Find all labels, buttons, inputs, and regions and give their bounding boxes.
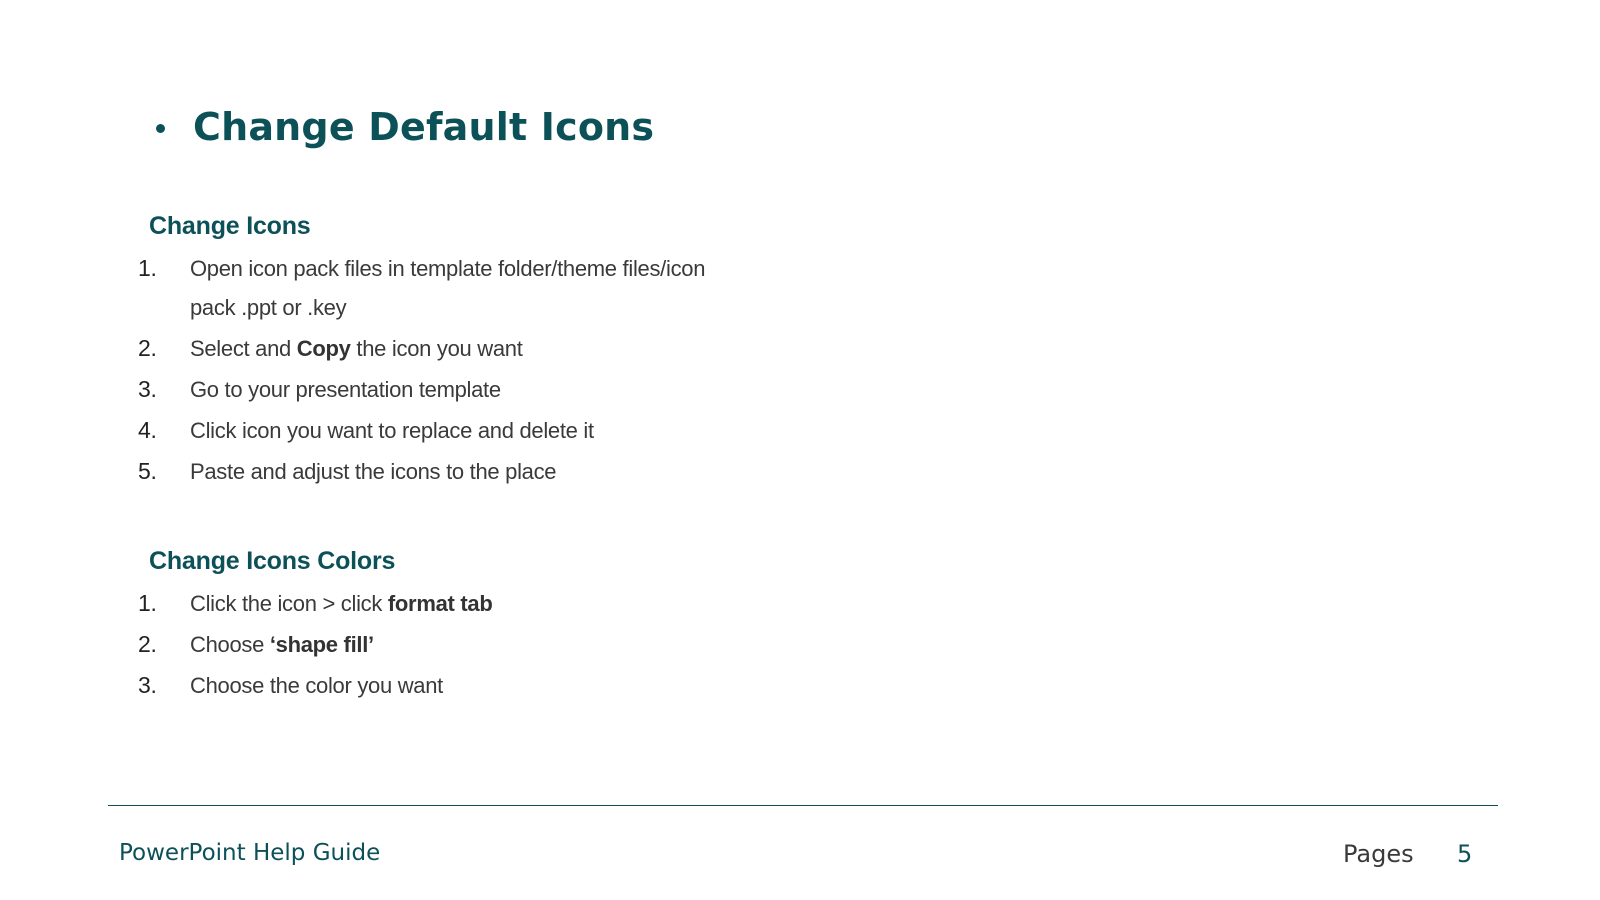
step-number: 2.: [138, 631, 157, 657]
list-item: [138, 625, 750, 664]
section-heading-change-icons: Change Icons: [149, 212, 311, 240]
step-text: [190, 329, 750, 368]
step-text: [190, 666, 750, 705]
step-text-part: Choose: [190, 632, 270, 657]
list-item: [138, 452, 750, 491]
step-text-part: Click icon you want to replace and delete it: [190, 418, 594, 443]
footer-pages-label: Pages: [1343, 840, 1414, 868]
page-title: Change Default Icons: [193, 105, 655, 149]
step-text-emphasis: ‘shape fill’: [269, 632, 374, 657]
step-text-emphasis: Copy: [296, 336, 351, 361]
steps-list-change-icons-colors: [138, 584, 750, 705]
step-text: [190, 249, 750, 327]
step-number: 3.: [138, 672, 157, 698]
bullet-icon: [156, 124, 165, 133]
step-text-part: the icon you want: [350, 336, 523, 361]
step-text-part: Choose the color you want: [190, 673, 443, 698]
step-text: [190, 584, 750, 623]
title-row: [156, 105, 655, 149]
step-number: 2.: [138, 335, 157, 361]
list-item: [138, 666, 750, 705]
footer-guide-name: PowerPoint Help Guide: [119, 840, 381, 866]
step-text-emphasis: format tab: [387, 591, 493, 616]
steps-list-change-icons: [138, 249, 750, 491]
step-number: 3.: [138, 376, 157, 402]
step-number: 4.: [138, 417, 157, 443]
footer-page-number: 5: [1457, 840, 1473, 868]
step-text-part: Select and: [190, 336, 297, 361]
step-text-part: Open icon pack files in template folder/theme files/icon pack .ppt or .key: [190, 256, 706, 320]
step-number: 1.: [138, 255, 157, 281]
step-text-part: Click the icon > click: [190, 591, 388, 616]
section-heading-change-icons-colors: Change Icons Colors: [149, 547, 396, 575]
step-text: [190, 411, 750, 450]
step-text-part: Go to your presentation template: [190, 377, 501, 402]
list-item: [138, 249, 750, 327]
step-number: 5.: [138, 458, 157, 484]
list-item: [138, 584, 750, 623]
step-number: 1.: [138, 590, 157, 616]
list-item: [138, 370, 750, 409]
step-text: [190, 625, 750, 664]
list-item: [138, 329, 750, 368]
footer-divider: [108, 805, 1498, 806]
step-text: [190, 370, 750, 409]
list-item: [138, 411, 750, 450]
step-text: [190, 452, 750, 491]
step-text-part: Paste and adjust the icons to the place: [190, 459, 557, 484]
